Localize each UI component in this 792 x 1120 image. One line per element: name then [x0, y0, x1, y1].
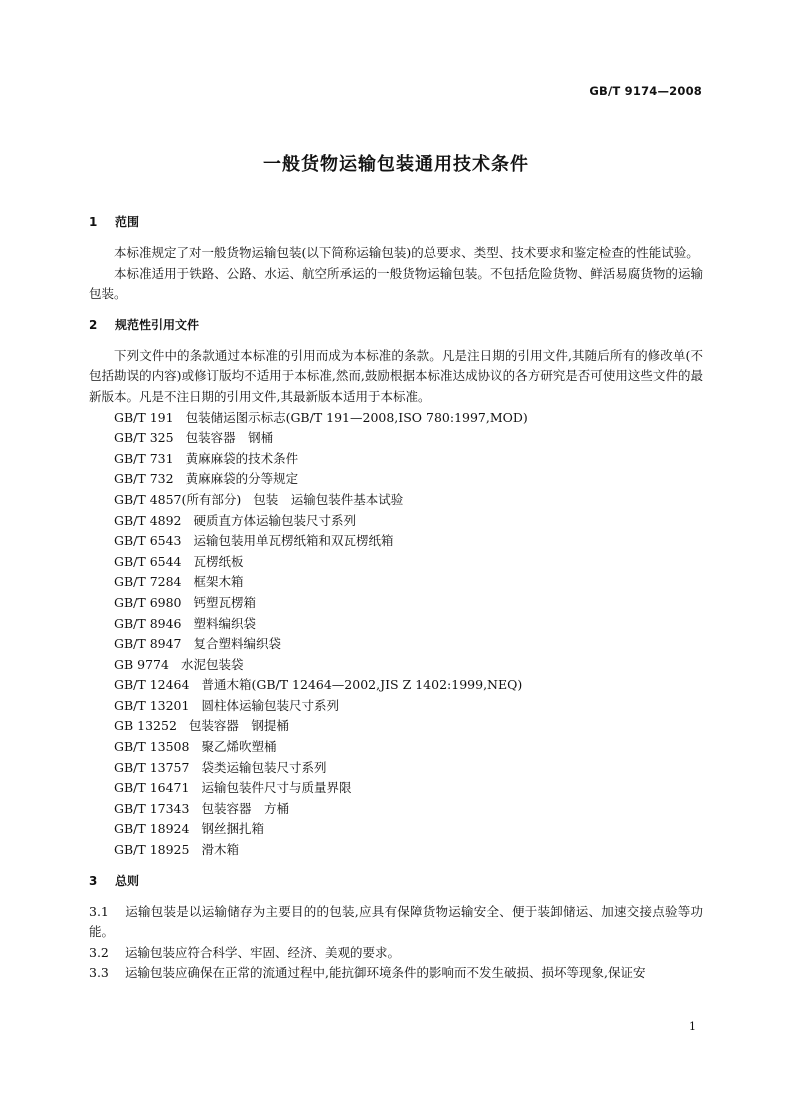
reference-item [89, 778, 703, 799]
section-number: 3 [89, 873, 98, 888]
clause-number: 3.2 [89, 944, 109, 960]
reference-item [89, 552, 703, 573]
reference-title: 水泥包装袋 [180, 656, 244, 672]
document-title: 一般货物运输包装通用技术条件 [263, 154, 529, 175]
reference-item [89, 490, 703, 511]
reference-title: 复合塑料编织袋 [193, 636, 282, 652]
reference-code: GB/T 732 [114, 471, 174, 487]
reference-title: 钙塑瓦楞箱 [193, 594, 257, 610]
reference-title: 包装 运输包装件基本试验 [253, 491, 404, 507]
reference-item [89, 408, 703, 429]
reference-item [89, 634, 703, 655]
reference-code: GB/T 6980 [114, 594, 182, 610]
reference-title: 包装容器 钢提桶 [188, 718, 289, 734]
section-number: 2 [89, 317, 98, 332]
section-number: 1 [89, 215, 98, 229]
scope-paragraph: 本标准适用于铁路、公路、水运、航空所承运的一般货物运输包装。不包括危险货物、鲜活易腐货物的运输包装。 [89, 265, 703, 302]
reference-code: GB 9774 [114, 656, 169, 672]
clause-text: 运输包装应符合科学、牢固、经济、美观的要求。 [125, 944, 401, 960]
reference-code: GB 13252 [114, 718, 177, 734]
reference-item [89, 531, 703, 552]
clause-list [89, 902, 703, 984]
reference-code: GB/T 7284 [114, 574, 182, 590]
clause-paragraph [89, 963, 703, 984]
reference-title: 运输包装件尺寸与质量界限 [201, 780, 352, 796]
reference-item [89, 428, 703, 449]
normative-intro-paragraph: 下列文件中的条款通过本标准的引用而成为本标准的条款。凡是注日期的引用文件,其随后所有的修改单(不包括勘误的内容)或修订版均不适用于本标准,然而,鼓励根据本标准达成协议的各方研究是否可使用这些文件的最新版本。凡是不注日期的引用文件,其最新版本适用于本标准。 [89, 347, 703, 404]
reference-code: GB/T 13508 [114, 739, 190, 755]
reference-code: GB/T 8947 [114, 636, 182, 652]
reference-code: GB/T 4857(所有部分) [114, 491, 242, 507]
reference-title: 聚乙烯吹塑桶 [201, 739, 277, 755]
reference-title: 运输包装用单瓦楞纸箱和双瓦楞纸箱 [193, 533, 394, 549]
reference-item [89, 655, 703, 676]
reference-code: GB/T 13757 [114, 759, 190, 775]
reference-code: GB/T 731 [114, 450, 174, 466]
section-title: 范围 [115, 215, 140, 229]
reference-item [89, 696, 703, 717]
reference-code: GB/T 18925 [114, 842, 190, 858]
reference-code: GB/T 8946 [114, 615, 182, 631]
reference-item [89, 614, 703, 635]
page-number: 1 [689, 1020, 696, 1033]
section-title: 总则 [115, 873, 140, 888]
reference-code: GB/T 325 [114, 430, 174, 446]
reference-code: GB/T 17343 [114, 800, 190, 816]
reference-item [89, 469, 703, 490]
reference-item [89, 840, 703, 861]
reference-item [89, 572, 703, 593]
reference-item [89, 737, 703, 758]
standard-code: GB/T 9174—2008 [589, 84, 702, 98]
reference-title: 袋类运输包装尺寸系列 [201, 759, 327, 775]
reference-code: GB/T 4892 [114, 512, 182, 528]
section-heading-normative [89, 315, 703, 335]
reference-item [89, 449, 703, 470]
reference-item [89, 819, 703, 840]
reference-title: 硬质直方体运输包装尺寸系列 [193, 512, 357, 528]
scope-paragraph: 本标准规定了对一般货物运输包装(以下简称运输包装)的总要求、类型、技术要求和鉴定检查的性能试验。 [114, 245, 699, 260]
reference-code: GB/T 12464 [114, 677, 190, 693]
reference-code: GB/T 6543 [114, 533, 182, 549]
reference-title: 包装容器 方桶 [201, 800, 289, 816]
reference-code: GB/T 6544 [114, 553, 182, 569]
document-body [89, 212, 703, 984]
reference-code: GB/T 16471 [114, 780, 190, 796]
clause-text: 运输包装应确保在正常的流通过程中,能抗御环境条件的影响而不发生破损、损坏等现象,保证安 [125, 965, 646, 981]
reference-title: 黄麻麻袋的分等规定 [185, 471, 299, 487]
section-title: 规范性引用文件 [115, 317, 200, 332]
clause-paragraph [89, 902, 703, 943]
reference-title: 黄麻麻袋的技术条件 [185, 450, 299, 466]
reference-title: 包装储运图示标志(GB/T 191—2008,ISO 780:1997,MOD) [185, 409, 528, 425]
reference-title: 滑木箱 [201, 842, 239, 858]
reference-title: 普通木箱(GB/T 12464—2002,JIS Z 1402:1999,NEQ) [201, 677, 523, 693]
reference-title: 钢丝捆扎箱 [201, 821, 264, 837]
reference-item [89, 799, 703, 820]
reference-item [89, 675, 703, 696]
reference-item [89, 593, 703, 614]
clause-text: 运输包装是以运输储存为主要目的的包装,应具有保障货物运输安全、便于装卸储运、加速交接点验等功能。 [89, 903, 703, 940]
reference-title: 框架木箱 [193, 574, 244, 590]
section-heading-general [89, 871, 703, 891]
clause-number: 3.3 [89, 965, 109, 981]
reference-item [89, 758, 703, 779]
clause-number: 3.1 [89, 903, 109, 919]
section-heading-scope [89, 212, 703, 232]
reference-title: 塑料编织袋 [193, 615, 257, 631]
reference-list [89, 408, 703, 861]
reference-title: 圆柱体运输包装尺寸系列 [201, 697, 339, 713]
reference-code: GB/T 18924 [114, 821, 190, 837]
reference-title: 瓦楞纸板 [193, 553, 244, 569]
reference-title: 包装容器 钢桶 [185, 430, 274, 446]
clause-paragraph [89, 943, 703, 964]
reference-item [89, 716, 703, 737]
reference-code: GB/T 13201 [114, 697, 190, 713]
reference-code: GB/T 191 [114, 409, 174, 425]
reference-item [89, 511, 703, 532]
